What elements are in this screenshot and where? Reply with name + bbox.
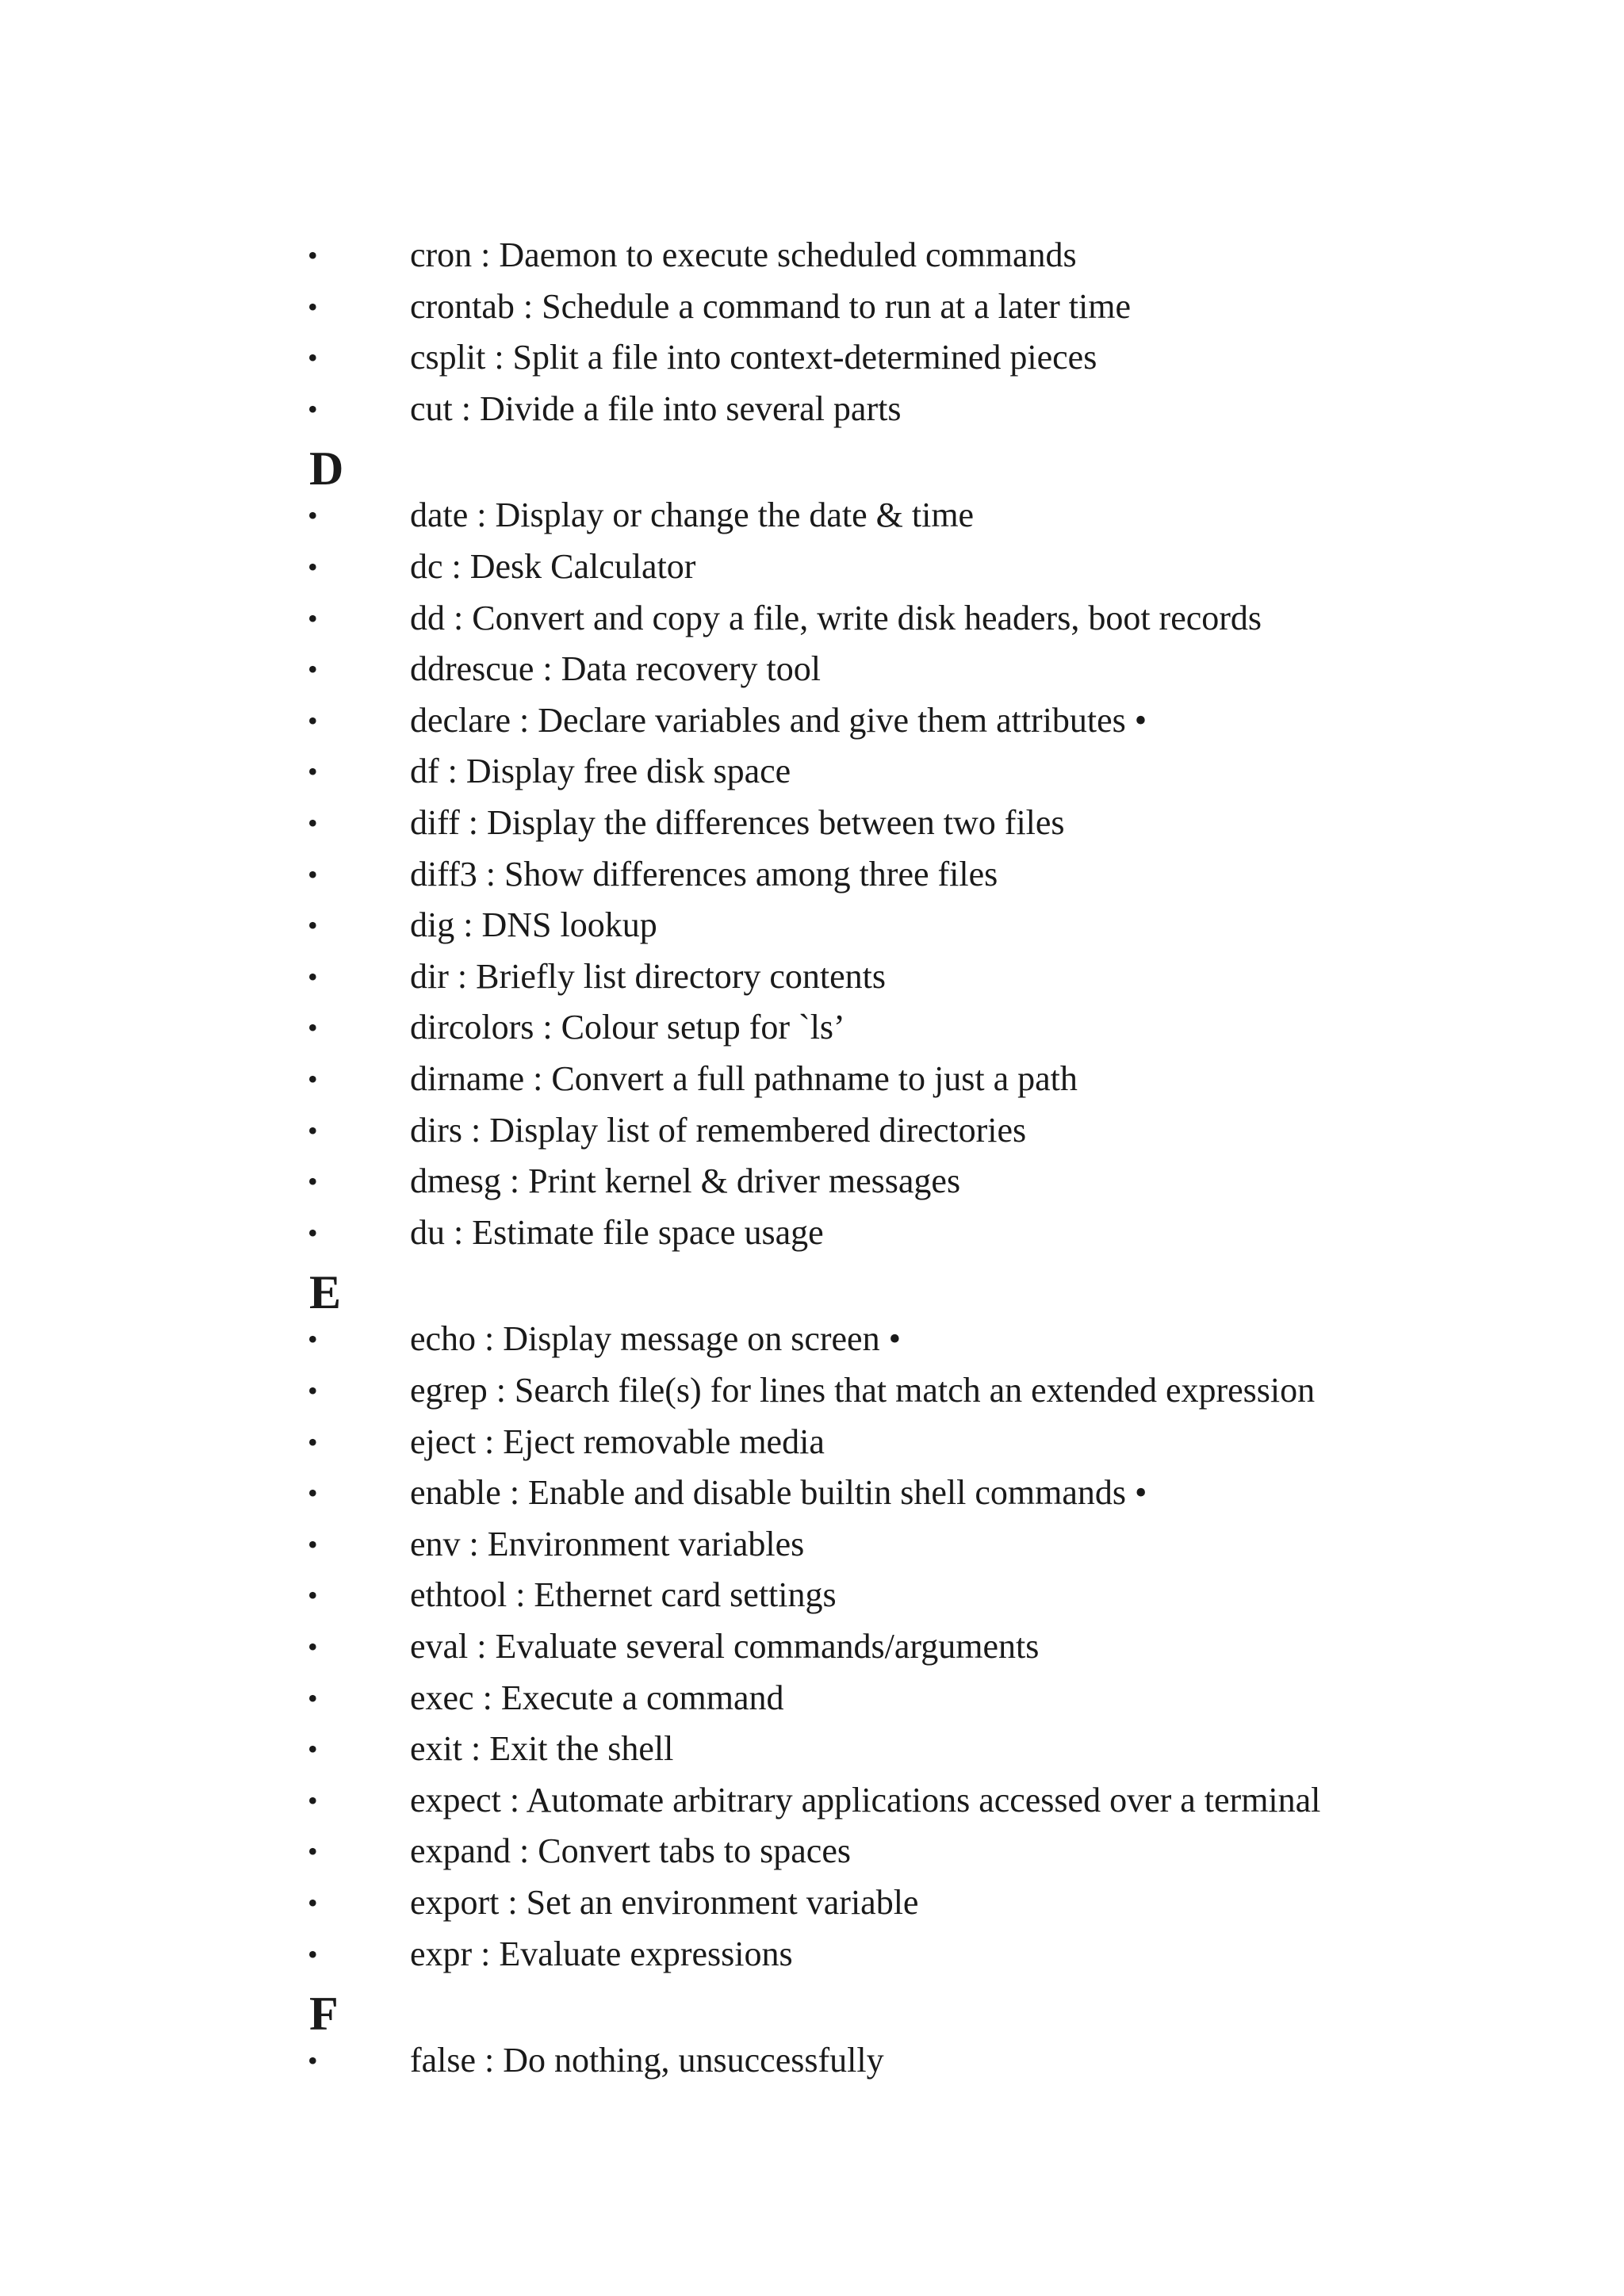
bullet-icon: • [308, 602, 318, 634]
list-item [0, 1314, 1624, 1364]
list-item [0, 1365, 1624, 1416]
list-item [0, 1673, 1624, 1724]
list-item-text: diff3 : Show differences among three files [410, 854, 998, 894]
bullet-icon: • [308, 909, 318, 942]
list-item [0, 1519, 1624, 1570]
list-item [0, 490, 1624, 541]
bullet-icon: • [308, 1114, 318, 1146]
list-item [0, 593, 1624, 644]
list-item [0, 695, 1624, 746]
bullet-icon: • [308, 807, 318, 839]
list-item [0, 332, 1624, 383]
list-item [0, 951, 1624, 1002]
section-letter-f: F [309, 1988, 339, 2041]
bullet-icon: • [308, 1938, 318, 1970]
bullet-icon: • [308, 1323, 318, 1356]
list-item-text: dc : Desk Calculator [410, 547, 696, 586]
list-item-text: df : Display free disk space [410, 752, 791, 791]
bullet-icon: • [308, 1216, 318, 1249]
bullet-icon: • [308, 1631, 318, 1663]
list-item-text: expand : Convert tabs to spaces [410, 1831, 851, 1871]
list-item-text: csplit : Split a file into context-determined pieces [410, 338, 1097, 377]
list-item-text: dig : DNS lookup [410, 905, 657, 945]
list-item [0, 746, 1624, 797]
list-item [0, 1207, 1624, 1258]
list-item [0, 1570, 1624, 1621]
list-item [0, 1877, 1624, 1928]
list-item-text: declare : Declare variables and give them attributes • [410, 700, 1147, 740]
list-item-text: diff : Display the differences between two files [410, 803, 1065, 842]
list-item-text: expect : Automate arbitrary applications accessed over a terminal [410, 1780, 1321, 1820]
list-item-text: date : Display or change the date & time [410, 496, 975, 535]
bullet-icon: • [308, 1012, 318, 1044]
list-item [0, 1002, 1624, 1053]
bullet-icon: • [308, 704, 318, 737]
list-item-text: echo : Display message on screen • [410, 1319, 901, 1359]
list-item [0, 281, 1624, 332]
section-letter-e: E [309, 1266, 342, 1319]
list-item-text: ddrescue : Data recovery tool [410, 649, 821, 689]
list-item-text: dirs : Display list of remembered directories [410, 1110, 1027, 1150]
bullet-icon: • [308, 551, 318, 583]
list-item [0, 1156, 1624, 1207]
list-item [0, 849, 1624, 900]
bullet-icon: • [308, 499, 318, 532]
list-item-text: dirname : Convert a full pathname to just a path [410, 1059, 1078, 1098]
list-item [0, 1826, 1624, 1877]
bullet-icon: • [308, 1733, 318, 1766]
list-item [0, 1054, 1624, 1104]
list-item [0, 230, 1624, 281]
bullet-icon: • [308, 1425, 318, 1458]
bullet-icon: • [308, 1375, 318, 1406]
list-item-text: dircolors : Colour setup for `ls’ [410, 1008, 845, 1047]
bullet-icon: • [308, 858, 318, 890]
list-item-text: cron : Daemon to execute scheduled commands [410, 235, 1077, 274]
bullet-icon: • [308, 1528, 318, 1560]
list-item-text: dd : Convert and copy a file, write disk headers, boot records [410, 598, 1262, 637]
list-item [0, 900, 1624, 951]
list-item-text: cut : Divide a file into several parts [410, 388, 902, 428]
list-item-text: eject : Eject removable media [410, 1422, 825, 1461]
bullet-icon: • [308, 1063, 318, 1095]
list-item-text: ethtool : Ethernet card settings [410, 1575, 837, 1615]
section-letter-d: D [309, 442, 344, 496]
bullet-icon: • [308, 342, 318, 374]
list-item [0, 798, 1624, 848]
bullet-icon: • [308, 1784, 318, 1816]
list-item-text: env : Environment variables [410, 1524, 805, 1563]
list-item [0, 2035, 1624, 2086]
list-item [0, 384, 1624, 434]
list-item [0, 1417, 1624, 1468]
bullet-icon: • [308, 1165, 318, 1198]
bullet-icon: • [308, 2045, 318, 2077]
list-item [0, 1929, 1624, 1980]
list-item-text: exec : Execute a command [410, 1678, 784, 1717]
list-item-text: dir : Briefly list directory contents [410, 956, 886, 996]
list-item-text: dmesg : Print kernel & driver messages [410, 1161, 961, 1201]
bullet-icon: • [308, 392, 318, 425]
bullet-icon: • [308, 239, 318, 271]
list-item [0, 1105, 1624, 1156]
list-item-text: eval : Evaluate several commands/arguments [410, 1627, 1040, 1666]
list-item-text: du : Estimate file space usage [410, 1212, 824, 1252]
list-item [0, 1468, 1624, 1518]
list-item-text: export : Set an environment variable [410, 1883, 919, 1922]
bullet-icon: • [308, 756, 318, 788]
bullet-icon: • [308, 960, 318, 993]
bullet-icon: • [308, 653, 318, 686]
bullet-icon: • [308, 1682, 318, 1714]
bullet-icon: • [308, 290, 318, 323]
list-item-text: exit : Exit the shell [410, 1729, 674, 1769]
bullet-icon: • [308, 1579, 318, 1612]
list-item-text: expr : Evaluate expressions [410, 1934, 793, 1973]
list-item [0, 1775, 1624, 1826]
list-item-text: egrep : Search file(s) for lines that match an extended expression [410, 1371, 1316, 1410]
list-item [0, 644, 1624, 695]
list-item [0, 1724, 1624, 1774]
bullet-icon: • [308, 1835, 318, 1868]
list-item-text: false : Do nothing, unsuccessfully [410, 2041, 884, 2080]
list-item-text: crontab : Schedule a command to run at a later time [410, 286, 1132, 326]
list-item [0, 541, 1624, 592]
bullet-icon: • [308, 1477, 318, 1510]
list-item [0, 1621, 1624, 1672]
bullet-icon: • [308, 1887, 318, 1919]
list-item-text: enable : Enable and disable builtin shell commands • [410, 1473, 1147, 1513]
